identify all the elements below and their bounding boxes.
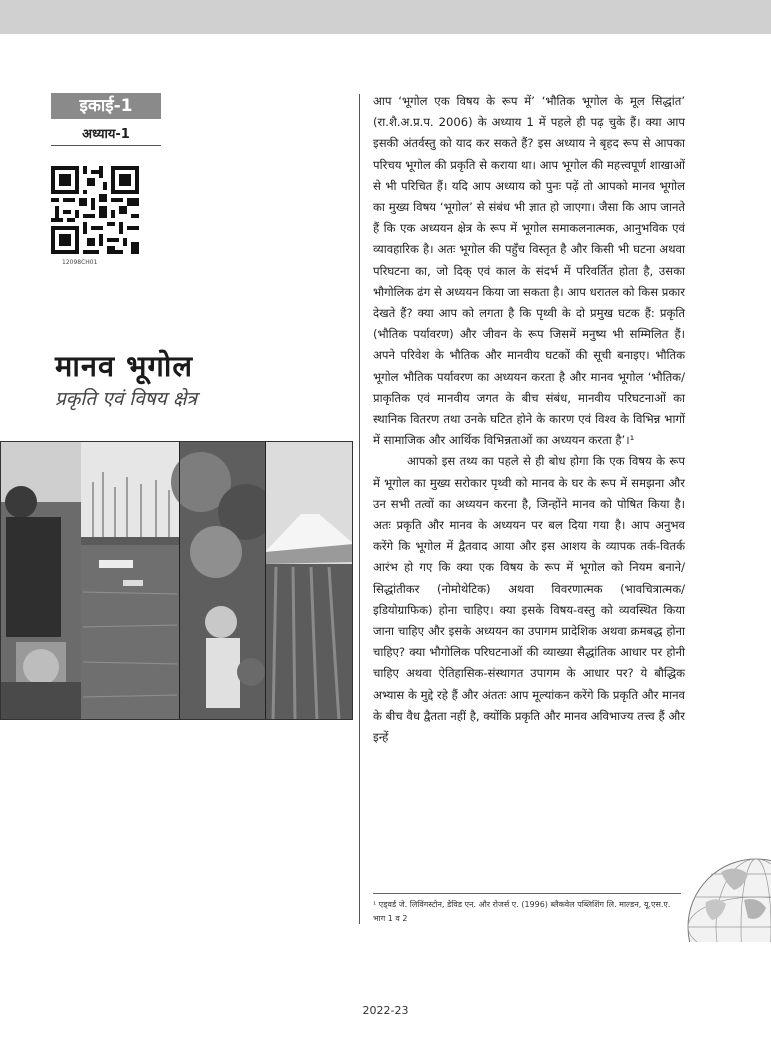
body-paragraph-1: आप ‘भूगोल एक विषय के रूप में’ ‘भौतिक भूगोल के मूल सिद्धांत’ (रा.शै.अ.प्र.प. 2006) के अध्याय 1 में पहले ही पढ़ चुके हैं। क्या आप इसकी अंतर्वस्तु को याद कर सकते हैं? इस अध्याय ने बृहद रूप से आपका परिचय भूगोल की प्रकृति से कराया था। आप भूगोल की महत्त्वपूर्ण शाखाओं से भी परिचित हैं। यदि आप अध्याय को पुनः पढ़ें तो आपको मानव भूगोल का मुख्य विषय ‘भूगोल’ से संबंध भी ज्ञात हो जाएगा। जैसा कि आप जानते हैं कि एक अध्ययन क्षेत्र के रूप में भूगोल समाकलनात्मक, आनुभविक एवं व्यावहारिक है। अतः भूगोल की पहुँच विस्तृत है और किसी भी घटना अथवा परिघटना का, जो दिक् एवं काल के संदर्भ में परिवर्तित होता है, उसका भौगोलिक ढंग से अध्ययन किया जा सकता है। आप धरातल को किस प्रकार देखते हैं? क्या आप को लगता है कि पृथ्वी के दो प्रमुख घटक हैं: प्रकृति (भौतिक पर्यावरण) और जीवन के रूप जिसमें मनुष्य भी सम्मिलित हैं। अपने परिवेश के भौतिक और मानवीय घटकों की सूची बनाइए। भौतिक भूगोल भौतिक पर्यावरण का अध्ययन करता है और मानव भूगोल ‘भौतिक/प्राकृतिक एवं मानवीय जगत के बीच संबंध, मानवीय परिघटनाओं का स्थानिक वितरण तथा उनके घटित होने के कारण एवं विश्व के विभिन्न भागों में सामाजिक और आर्थिक विभिन्नताओं का अध्ययन करता है’।¹	[373, 94, 685, 448]
body-paragraph-2: आपको इस तथ्य का पहले से ही बोध होगा कि एक विषय के रूप में भूगोल का मुख्य सरोकार पृथ्वी को मानव के घर के रूप में समझना और उन सभी तत्वों का अध्ययन करना है, जिन्होंने मानव को पोषित किया है। अतः प्रकृति और मानव के अध्ययन पर बल दिया गया है। आप अनुभव करेंगे कि भूगोल में द्वैतवाद आया और इस आशय के व्यापक तर्क-वितर्क आरंभ हो गए कि क्या एक विषय के रूप में भूगोल को नियम बनाने/सिद्धांतीकर (नोमोथेटिक) अथवा विवरणात्मक (भावचित्रात्मक/इडियोग्राफिक) होना चाहिए। क्या इसके विषय-वस्तु को व्यवस्थित किया जाना चाहिए और इसके अध्ययन का उपागम प्रादेशिक अथवा क्रमबद्ध होना चाहिए? क्या भौगोलिक परिघटनाओं की व्याख्या सैद्धांतिक आधार पर होनी चाहिए अथवा ऐतिहासिक-संस्थागत उपागम के आधार पर? ये बौद्धिक अभ्यास के मुद्दे रहे हैं और अंततः आप मूल्यांकन करेंगे कि प्रकृति और मानव के बीच वैध द्वैतता नहीं है, क्योंकि प्रकृति और मानव अविभाज्य तत्त्व हैं और इन्हें	[373, 454, 685, 745]
footnote: ¹ एड्वर्ड जे. लिविंगस्टोन, डेविड एन. और रोजर्स ए. (1996) ब्लैकवेल पब्लिशिंग लि. माल्डन, यू.एस.ए. भाग 1 व 2	[373, 900, 671, 923]
chapter-label: अध्याय-1	[82, 127, 130, 142]
chapter-title: मानव भूगोल	[55, 349, 194, 383]
qr-code-id: 12098CH01	[62, 259, 98, 266]
chapter-divider	[51, 145, 161, 146]
unit-badge: इकाई-1	[51, 93, 161, 119]
qr-code[interactable]	[51, 166, 139, 254]
qr-code-icon	[51, 166, 139, 254]
chapter-body	[373, 91, 685, 748]
photo-collage-image	[1, 442, 353, 720]
top-bar	[0, 0, 771, 34]
column-divider	[359, 94, 360, 924]
globe-decoration-icon	[686, 852, 771, 942]
chapter-subtitle: प्रकृति एवं विषय क्षेत्र	[55, 388, 197, 410]
chapter-photo-collage	[0, 441, 353, 720]
footer-year: 2022-23	[362, 1004, 409, 1017]
footnote-divider	[373, 893, 681, 894]
